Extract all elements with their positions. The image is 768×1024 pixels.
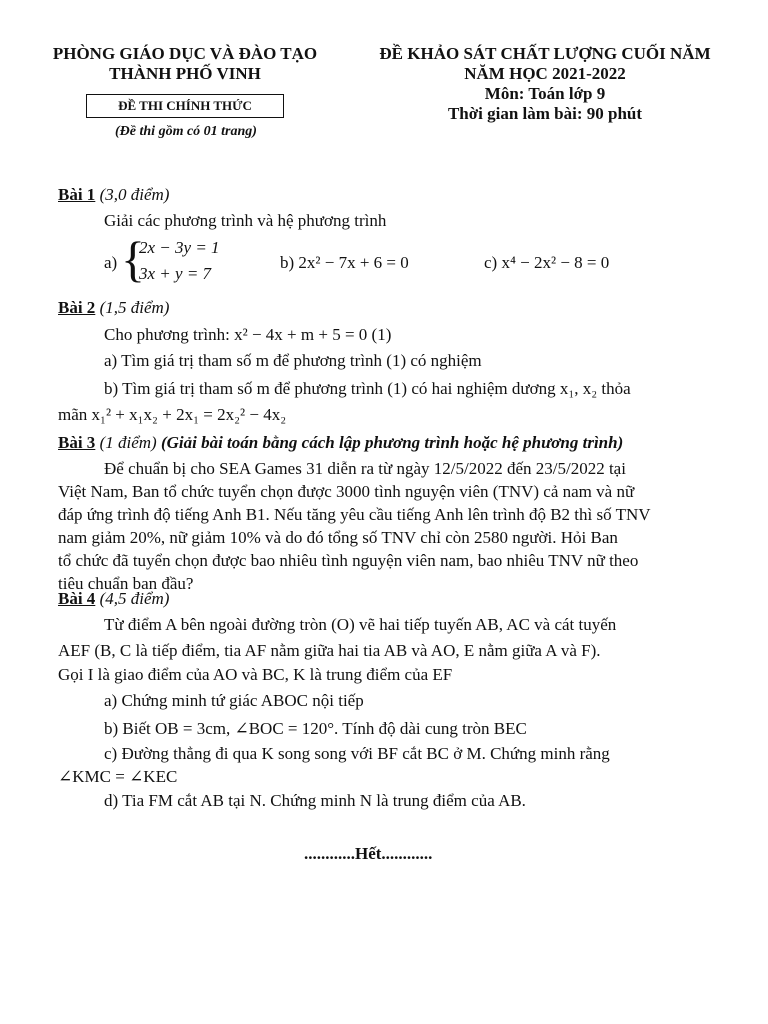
bai1-c: c) x⁴ − 2x² − 8 = 0 bbox=[484, 253, 610, 272]
bai2-heading bbox=[58, 297, 169, 319]
bai1-a-eq2: 3x + y = 7 bbox=[139, 264, 212, 283]
bai1-heading bbox=[58, 184, 169, 206]
bai1-a-eq1: 2x − 3y = 1 bbox=[139, 238, 220, 257]
bai3-line-4: nam giảm 20%, nữ giảm 10% và do đó tổng số TNV chỉ còn 2580 người. Hỏi Ban bbox=[58, 528, 618, 547]
bai2-intro: Cho phương trình: x² − 4x + m + 5 = 0 (1) bbox=[104, 325, 392, 344]
bai3-heading bbox=[58, 432, 623, 454]
bai4-title: Bài 4 bbox=[58, 589, 96, 608]
bai3-points: (1 điểm) bbox=[99, 433, 157, 452]
bai3-line-5: tổ chức đã tuyển chọn được bao nhiêu tình nguyện viên nam, bao nhiêu TNV nữ theo bbox=[58, 551, 639, 570]
bai4-line-a: a) Chứng minh tứ giác ABOC nội tiếp bbox=[104, 691, 364, 710]
org-line1: PHÒNG GIÁO DỤC VÀ ĐÀO TẠO bbox=[52, 44, 318, 63]
bai4-line-b: b) Biết OB = 3cm, ∠BOC = 120°. Tính độ dài cung tròn BEC bbox=[104, 719, 527, 738]
bai4-line-1: Từ điểm A bên ngoài đường tròn (O) vẽ hai tiếp tuyến AB, AC và cát tuyến bbox=[104, 615, 617, 634]
bai1-a-label: a) bbox=[104, 253, 118, 272]
org-line2: THÀNH PHỐ VINH bbox=[109, 64, 261, 83]
bai4-line-d: d) Tia FM cắt AB tại N. Chứng minh N là trung điểm của AB. bbox=[104, 791, 526, 810]
bai2-b-line2: mãn x₁² + x₁x₂ + 2x₁ = 2x₂² − 4x₂ bbox=[58, 405, 287, 424]
bai1-points: (3,0 điểm) bbox=[99, 185, 170, 204]
bai3-line-6: tiêu chuẩn ban đầu? bbox=[58, 574, 194, 593]
bai2-a: a) Tìm giá trị tham số m để phương trình (1) có nghiệm bbox=[104, 351, 482, 370]
bai4-line-c: c) Đường thẳng đi qua K song song với BF cắt BC ở M. Chứng minh rằng bbox=[104, 744, 610, 763]
pages-note: (Đề thi gồm có 01 trang) bbox=[115, 124, 257, 139]
bai3-title: Bài 3 bbox=[58, 433, 96, 452]
bai2-title: Bài 2 bbox=[58, 298, 96, 317]
bai4-points: (4,5 điểm) bbox=[99, 589, 170, 608]
bai3-note: (Giải bài toán bằng cách lập phương trình hoặc hệ phương trình) bbox=[160, 433, 624, 452]
bai4-line-2: AEF (B, C là tiếp điểm, tia AF nằm giữa hai tia AB và AO, E nằm giữa A và F). bbox=[58, 641, 601, 660]
bai4-line-c2: ∠KMC = ∠KEC bbox=[58, 767, 178, 786]
bai3-line-3: đáp ứng trình độ tiếng Anh B1. Nếu tăng yêu cầu tiếng Anh lên trình độ B2 thì số TNV bbox=[58, 505, 651, 524]
bai4-line-3: Gọi I là giao điểm của AO và BC, K là trung điểm của EF bbox=[58, 665, 453, 684]
bai4-heading bbox=[58, 588, 169, 610]
system-brace: { bbox=[121, 231, 145, 287]
exam-title: ĐỀ KHẢO SÁT CHẤT LƯỢNG CUỐI NĂM bbox=[379, 44, 711, 63]
bai1-b: b) 2x² − 7x + 6 = 0 bbox=[280, 253, 409, 272]
bai3-line-2: Việt Nam, Ban tổ chức tuyển chọn được 3000 tình nguyện viên (TNV) cả nam và nữ bbox=[58, 482, 635, 501]
bai2-points: (1,5 điểm) bbox=[99, 298, 170, 317]
end-marker: ............Hết............ bbox=[304, 844, 433, 863]
bai1-title: Bài 1 bbox=[58, 185, 96, 204]
bai2-b-line1: b) Tìm giá trị tham số m để phương trình (1) có hai nghiệm dương x₁, x₂ thỏa bbox=[104, 379, 631, 398]
school-year: NĂM HỌC 2021-2022 bbox=[464, 64, 626, 83]
bai3-line-1: Để chuẩn bị cho SEA Games 31 diễn ra từ ngày 12/5/2022 đến 23/5/2022 tại bbox=[104, 459, 626, 478]
duration: Thời gian làm bài: 90 phút bbox=[447, 104, 643, 123]
bai1-intro: Giải các phương trình và hệ phương trình bbox=[104, 211, 387, 230]
official-box: ĐỀ THI CHÍNH THỨC bbox=[86, 94, 284, 118]
subject: Môn: Toán lớp 9 bbox=[484, 84, 606, 103]
